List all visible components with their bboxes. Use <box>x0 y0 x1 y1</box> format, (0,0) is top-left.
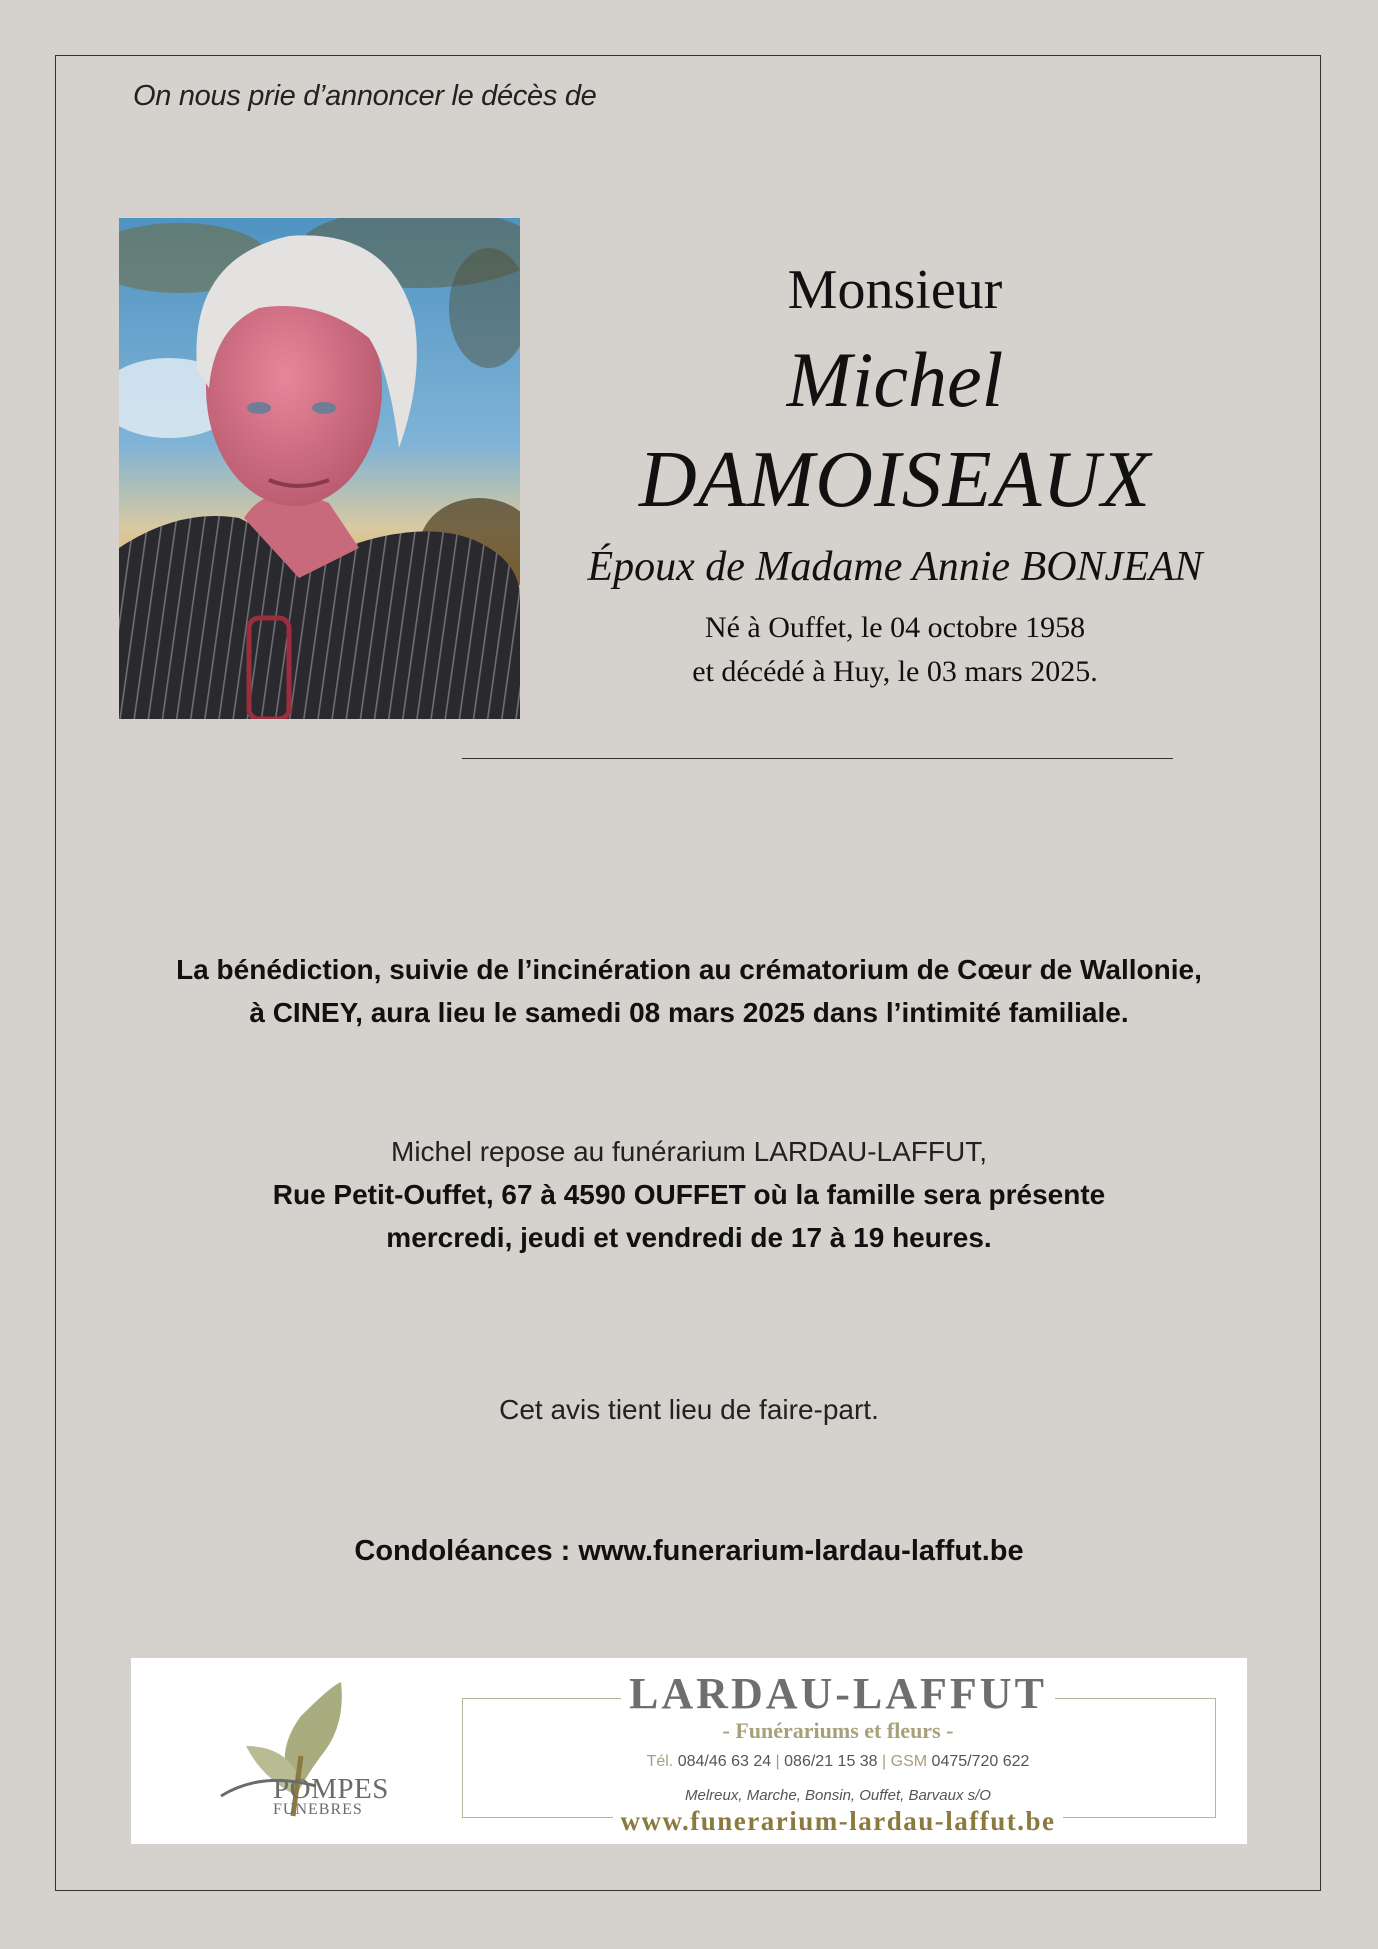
gsm-label: GSM <box>890 1753 928 1770</box>
notice-text: Cet avis tient lieu de faire-part. <box>499 1394 879 1425</box>
phone-line: Tél. 084/46 63 24 | 086/21 15 38 | GSM 0475/720 622 <box>646 1753 1030 1770</box>
intro-text: On nous prie d’annoncer le décès de <box>133 80 597 112</box>
spouse-line: Époux de Madame Annie BONJEAN <box>587 544 1203 590</box>
tel-label: Tél. <box>646 1753 674 1770</box>
ceremony-line-1: La bénédiction, suivie de l’incinération au crématorium de Cœur de Wallonie, <box>176 954 1202 985</box>
logo-line-2: FUNEBRES <box>273 1801 363 1818</box>
towns-line: Melreux, Marche, Bonsin, Ouffet, Barvaux s/O <box>685 1787 991 1804</box>
divider <box>462 758 1173 759</box>
website-link[interactable]: www.funerarium-lardau-laffut.be <box>613 1806 1064 1836</box>
funeral-home-banner <box>131 1658 1247 1844</box>
tel-1: 084/46 63 24 <box>677 1753 772 1770</box>
portrait-photo <box>119 218 520 719</box>
last-name: DAMOISEAUX <box>638 436 1152 524</box>
company-tagline: - Funérariums et fleurs - <box>722 1718 954 1743</box>
condolences-text: Condoléances : www.funerarium-lardau-laffut.be <box>354 1535 1024 1567</box>
company-name: LARDAU-LAFFUT <box>621 1672 1055 1716</box>
ceremony-line-2: à CINEY, aura lieu le samedi 08 mars 2025 dans l’intimité familiale. <box>249 997 1129 1028</box>
logo-line-1: POMPES <box>273 1773 389 1805</box>
repose-info <box>100 1130 1278 1259</box>
ceremony-info <box>100 948 1278 1034</box>
birth-line: Né à Ouffet, le 04 octobre 1958 <box>704 611 1086 644</box>
tel-2: 086/21 15 38 <box>784 1753 878 1770</box>
first-name: Michel <box>786 336 1004 423</box>
repose-line-3: mercredi, jeudi et vendredi de 17 à 19 heures. <box>386 1222 992 1253</box>
company-info <box>462 1669 1214 1836</box>
death-line: et décédé à Huy, le 03 mars 2025. <box>692 655 1098 688</box>
honorific: Monsieur <box>787 259 1003 321</box>
gsm-number: 0475/720 622 <box>931 1753 1030 1770</box>
logo-text <box>273 1773 389 1818</box>
deceased-info <box>540 250 1250 694</box>
repose-line-2: Rue Petit-Ouffet, 67 à 4590 OUFFET où la famille sera présente <box>272 1179 1106 1210</box>
repose-line-1: Michel repose au funérarium LARDAU-LAFFUT, <box>391 1136 987 1167</box>
